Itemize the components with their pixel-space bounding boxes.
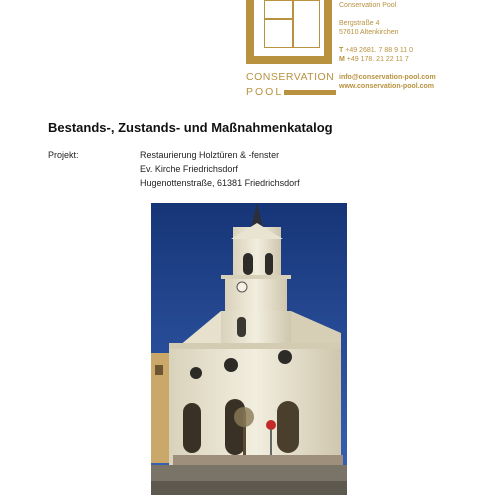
company-name: Conservation Pool [339,2,397,9]
project-label: Projekt: [48,150,79,160]
company-mobile: M +49 178. 21 22 11 7 [339,56,409,63]
project-line-2: Ev. Kirche Friedrichsdorf [140,164,238,174]
conservation-pool-logo-icon [246,0,332,64]
project-line-1: Restaurierung Holztüren & -fenster [140,150,280,160]
company-street: Bergstraße 4 [339,20,380,27]
document-title: Bestands-, Zustands- und Maßnahmenkatalog [48,120,333,135]
company-phone: T +49 2681. 7 88 9 11 0 [339,47,414,54]
company-email-link[interactable]: info@conservation-pool.com [339,74,436,81]
logo-wordmark-top: CONSERVATION [246,71,335,83]
logo-bar [284,90,336,95]
church-photo [151,203,347,495]
company-web-link[interactable]: www.conservation-pool.com [339,83,435,90]
logo-wordmark-bottom: POOL [246,86,284,98]
company-city: 57610 Altenkirchen [339,29,399,36]
project-line-3: Hugenottenstraße, 61381 Friedrichsdorf [140,178,300,188]
